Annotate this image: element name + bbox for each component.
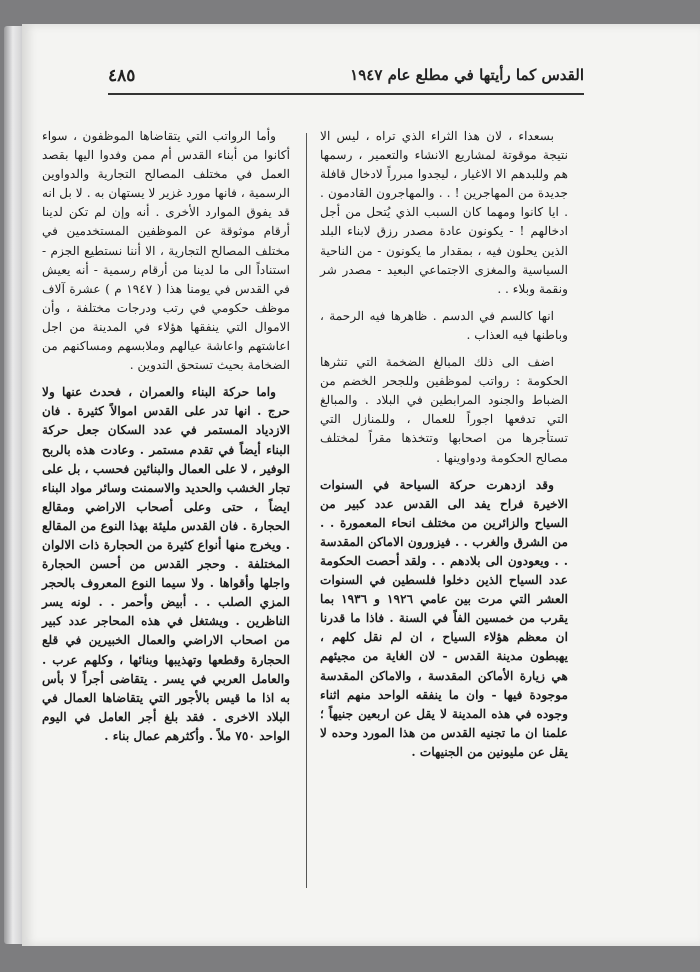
paragraph: وقد ازدهرت حركة السياحة في السنوات الاخيرة فراح يفد الى القدس عدد كبير من السياح والزائرين من مختلف انحاء المعمورة . . من الشرق والغرب . . فيزورون الاماكن المقدسة . . ويعودون الى بلادهم . . ولقد أحصت الحكومة عدد السياح الذين دخلوا فلسطين في السنوات العشر التي مرت بين عامي ١٩٢٦ و ١٩٣٦ بما يقرب من خمسين الفاً في السنة . فاذا ما قدرنا ان معظم هؤلاء السياح ، ان لم نقل كلهم ، يهبطون مدينة القدس - لان الغاية من مجيئهم هي زيارة الأماكن المقدسة ، والاماكن المقدسة موجودة فيها - وان ما ينفقه الواحد منهم اثناء وجوده في هذه المدينة لا يقل عن اربعين جنيهاً ؛ علمنا ان ما تجنيه القدس من هذا المورد وحده لا يقل عن مليونين من الجنيهات .	[320, 477, 568, 759]
paragraph: اضف الى ذلك المبالغ الضخمة التي تنثرها الحكومة : رواتب لموظفين وللجحر الخضم من الضباط والجنود المرابطين في البلاد . والمبالغ التي تدفعها اجوراً للعمال ، وللمنازل التي تستأجرها من اصحابها وتتخذها مقراً لمختلف مصالح الحكومة ودواوينها .	[320, 355, 568, 465]
column-divider	[306, 133, 307, 888]
running-header-title: القدس كما رأيتها في مطلع عام ١٩٤٧	[350, 66, 584, 84]
right-text-column	[320, 127, 568, 770]
left-text-column	[42, 127, 290, 754]
header-rule	[108, 93, 584, 95]
paragraph: بسعداء ، لان هذا الثراء الذي تراه ، ليس الا نتيجة موقوتة لمشاريع الانشاء والتعمير ، رسمها هم وللبدهم الا الاغيار ، ليجدوا مبرراً لادخال قافلة جديدة من المهاجرين ! . . والمهاجرون القادمون . . ايا كانوا ومهما كان السبب الذي يُتحل من أجل ادخالهم ! - يكونون عادة مصدر رزق لابناء البلد الذين يحلون فيه ، بمقدار ما يكونون - من الناحية السياسية والمغزى الاجتماعي البعيد - مصدر شر ونقمة وبلاء . .	[320, 129, 568, 296]
page-number: ٤٨٥	[108, 66, 136, 86]
paragraph: واما حركة البناء والعمران ، فحدث عنها ولا حرج . انها تدر على القدس اموالاً كثيرة . فان الازدياد المستمر في عدد السكان جعل حركة البناء أيضاً في تقدم مستمر . وعادت هذه بالربح الوفير ، لا على العمال والبنائين فحسب ، بل على تجار الخشب والحديد والاسمنت وسائر مواد البناء ايضاً ، حتى وعلى أصحاب الاراضي ومقالع الحجارة . فان القدس مليئة بهذا النوع من المقالع . ويخرج منها أنواع كثيرة من الحجارة ذات الالوان المختلفة . وحجر القدس من أحسن الحجارة واجلها وأقواها . ولا سيما النوع المعروف بالحجر المزي الصلب . . أبيض وأحمر . . لونه يسر الناظرين . ويشتغل في هذه المحاجر عدد كبير من اصحاب الاراضي والعمال الخبيرين في قلع الحجارة وقطعها وتهذيبها وبنائها ، وكلهم عرب . والعامل العربي في يسر . يتقاضى أجراً لا بأس به اذا ما قيس بالأجور التي يتقاضاها العمال في البلاد الاخرى . فقد بلغ أجر العامل في اليوم الواحد ٧٥٠ ملاً . وأكثرهم عمال بناء .	[42, 385, 290, 743]
paragraph: وأما الرواتب التي يتقاضاها الموظفون ، سواء أكانوا من أبناء القدس أم ممن وفدوا اليها بقصد العمل في مختلف المصالح التجارية والدواوين الرسمية ، فانها مورد غزير لا يستهان به . لا بل انه قد يفوق الموارد الأخرى . أنه وإن لم تكن لدينا أرقام موثوقة عن الموظفين المستخدمين في مختلف المصالح التجارية ، الا أننا نستطيع الجزم - استناداً الى ما لدينا من أرقام رسمية - أنه يعيش في القدس في يومنا هذا ( ١٩٤٧ م ) عشرة آلاف موظف حكومي في رتب ودرجات مختلفة ، وأن الاموال التي ينفقها هؤلاء في المدينة من اجل اعاشتهم واعاشة عيالهم وملابسهم ومساكنهم من الضخامة بحيث تستحق التدوين .	[42, 129, 290, 373]
running-header	[108, 66, 584, 90]
paragraph: انها كالسم في الدسم . ظاهرها فيه الرحمة ، وباطنها فيه العذاب .	[320, 308, 568, 342]
